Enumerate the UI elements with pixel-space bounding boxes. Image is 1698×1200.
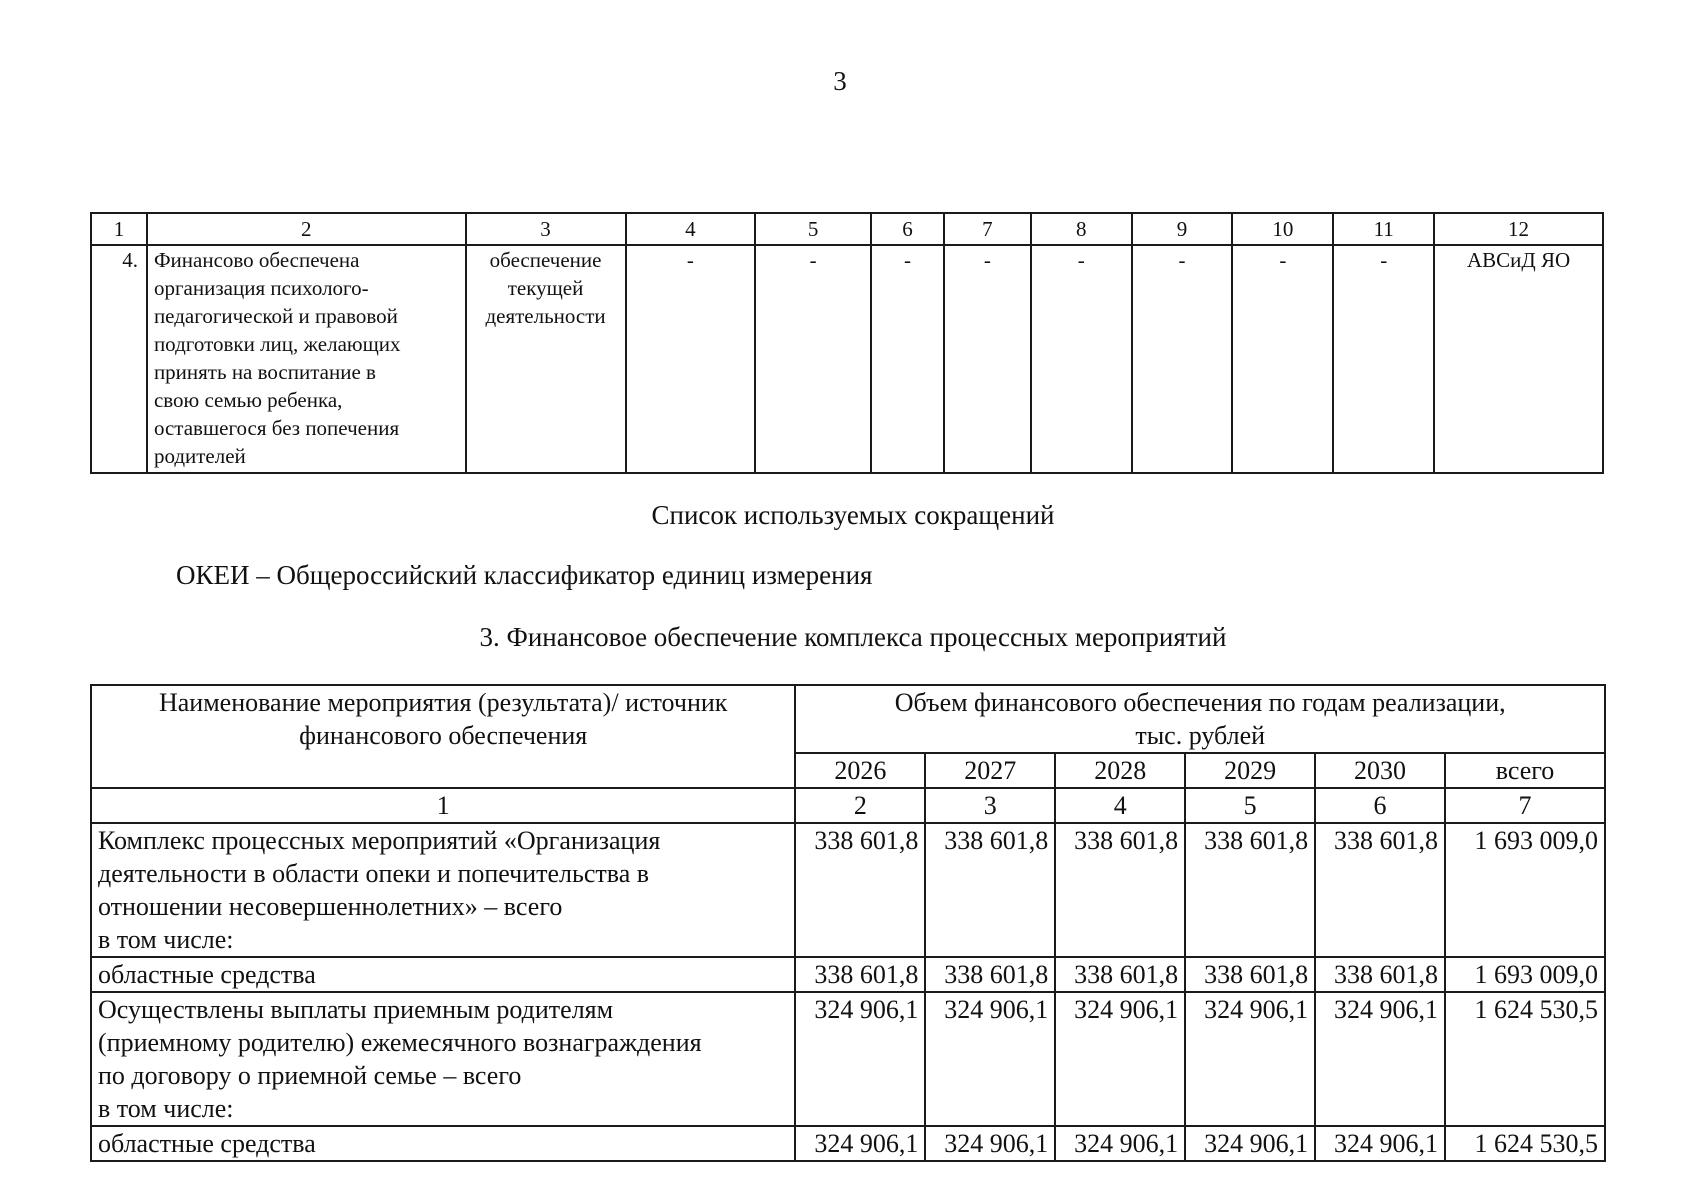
text-line: Финансово обеспечена	[153, 248, 360, 272]
row-number: 4.	[91, 245, 147, 473]
result-type	[466, 245, 626, 473]
text-line: родителей	[153, 444, 246, 468]
header-cell: 6	[871, 213, 944, 245]
text-line: Осуществлены выплаты приемным родителям	[98, 995, 614, 1024]
header-cell: 1	[91, 213, 147, 245]
amount-cell: 324 906,1	[795, 992, 925, 1126]
amount-cell: 324 906,1	[1055, 992, 1185, 1126]
table-row	[91, 823, 1605, 957]
abbreviation-item: ОКЕИ – Общероссийский классификатор единиц измерения	[176, 560, 873, 590]
year-header: 2027	[925, 753, 1055, 788]
value-cell: -	[755, 245, 871, 473]
measure-name	[91, 823, 795, 957]
header-cell: 4	[626, 213, 756, 245]
year-header: 2030	[1315, 753, 1445, 788]
amount-cell: 324 906,1	[1315, 992, 1445, 1126]
table-row	[91, 1126, 1605, 1161]
table-row	[91, 957, 1605, 992]
amount-cell: 338 601,8	[1055, 957, 1185, 992]
amount-cell: 324 906,1	[1315, 1126, 1445, 1161]
column-number: 6	[1315, 788, 1445, 823]
page-number: 3	[833, 66, 847, 96]
header-cell: 8	[1031, 213, 1132, 245]
total-cell: 1 624 530,5	[1445, 1126, 1605, 1161]
column-number: 5	[1185, 788, 1315, 823]
text-line: Комплекс процессных мероприятий «Организация	[98, 826, 661, 855]
value-cell: -	[1031, 245, 1132, 473]
text-line: финансового обеспечения	[299, 721, 588, 750]
total-cell: 1 624 530,5	[1445, 992, 1605, 1126]
text-line: подготовки лиц, желающих	[153, 332, 401, 356]
value-cell: -	[1132, 245, 1233, 473]
text-line: тыс. рублей	[1135, 721, 1266, 750]
column-number: 4	[1055, 788, 1185, 823]
header-cell: 7	[944, 213, 1031, 245]
abbreviations-title: Список используемых сокращений	[651, 500, 1055, 530]
amount-cell: 324 906,1	[1055, 1126, 1185, 1161]
header-cell: 10	[1232, 213, 1333, 245]
value-cell: -	[871, 245, 944, 473]
measure-name	[91, 992, 795, 1126]
amount-cell: 338 601,8	[795, 823, 925, 957]
column-numbers-row	[91, 788, 1605, 823]
section-title: 3. Финансовое обеспечение комплекса процессных мероприятий	[479, 622, 1227, 652]
year-header: 2029	[1185, 753, 1315, 788]
amount-cell: 324 906,1	[925, 992, 1055, 1126]
total-cell: 1 693 009,0	[1445, 957, 1605, 992]
column-number: 7	[1445, 788, 1605, 823]
amount-cell: 338 601,8	[1315, 823, 1445, 957]
text-line: в том числе:	[98, 925, 234, 954]
header-cell: 12	[1434, 213, 1603, 245]
header-cell: 9	[1132, 213, 1233, 245]
table-row	[91, 245, 1603, 473]
text-line: Объем финансового обеспечения по годам реализации,	[894, 688, 1506, 717]
year-header: 2026	[795, 753, 925, 788]
results-table-header-row	[91, 213, 1603, 245]
column-number: 2	[795, 788, 925, 823]
text-line: организация психолого-	[153, 276, 369, 300]
amount-cell: 324 906,1	[1185, 992, 1315, 1126]
text-line: отношении несовершеннолетних» – всего	[98, 892, 563, 921]
amount-cell: 338 601,8	[1315, 957, 1445, 992]
amount-cell: 338 601,8	[1185, 957, 1315, 992]
text-line: оставшегося без попечения	[153, 416, 400, 440]
value-cell: -	[1232, 245, 1333, 473]
financing-table	[90, 684, 1606, 1162]
value-cell: -	[1333, 245, 1434, 473]
funding-source: областные средства	[91, 1126, 795, 1161]
header-cell: 3	[466, 213, 626, 245]
table-row	[91, 992, 1605, 1126]
amount-cell: 324 906,1	[795, 1126, 925, 1161]
text-line: текущей	[507, 276, 584, 300]
financing-header-row	[91, 685, 1605, 753]
value-cell: -	[944, 245, 1031, 473]
amount-cell: 324 906,1	[1185, 1126, 1315, 1161]
text-line: педагогической и правовой	[153, 304, 398, 328]
value-cell: -	[626, 245, 756, 473]
responsible-cell: АВСиД ЯО	[1434, 245, 1603, 473]
header-cell: 5	[755, 213, 871, 245]
text-line: принять на воспитание в	[153, 360, 376, 384]
total-cell: 1 693 009,0	[1445, 823, 1605, 957]
header-cell: 2	[147, 213, 466, 245]
text-line: обеспечение	[489, 248, 602, 272]
results-table	[90, 212, 1604, 474]
funding-source: областные средства	[91, 957, 795, 992]
result-name	[147, 245, 466, 473]
header-cell: 11	[1333, 213, 1434, 245]
amount-cell: 338 601,8	[925, 957, 1055, 992]
text-line: свою семью ребенка,	[153, 388, 343, 412]
amount-cell: 338 601,8	[1055, 823, 1185, 957]
column-number: 1	[91, 788, 795, 823]
text-line: деятельности	[485, 304, 606, 328]
amount-cell: 338 601,8	[925, 823, 1055, 957]
name-column-header	[91, 685, 795, 788]
text-line: деятельности в области опеки и попечительства в	[98, 859, 650, 888]
amount-cell: 338 601,8	[1185, 823, 1315, 957]
amount-cell: 338 601,8	[795, 957, 925, 992]
year-header: 2028	[1055, 753, 1185, 788]
text-line: Наименование мероприятия (результата)/ источник	[158, 688, 728, 717]
text-line: в том числе:	[98, 1094, 234, 1123]
text-line: по договору о приемной семье – всего	[98, 1061, 522, 1090]
volume-column-header	[795, 685, 1605, 753]
column-number: 3	[925, 788, 1055, 823]
total-header: всего	[1445, 753, 1605, 788]
amount-cell: 324 906,1	[925, 1126, 1055, 1161]
text-line: (приемному родителю) ежемесячного вознаграждения	[98, 1028, 702, 1057]
